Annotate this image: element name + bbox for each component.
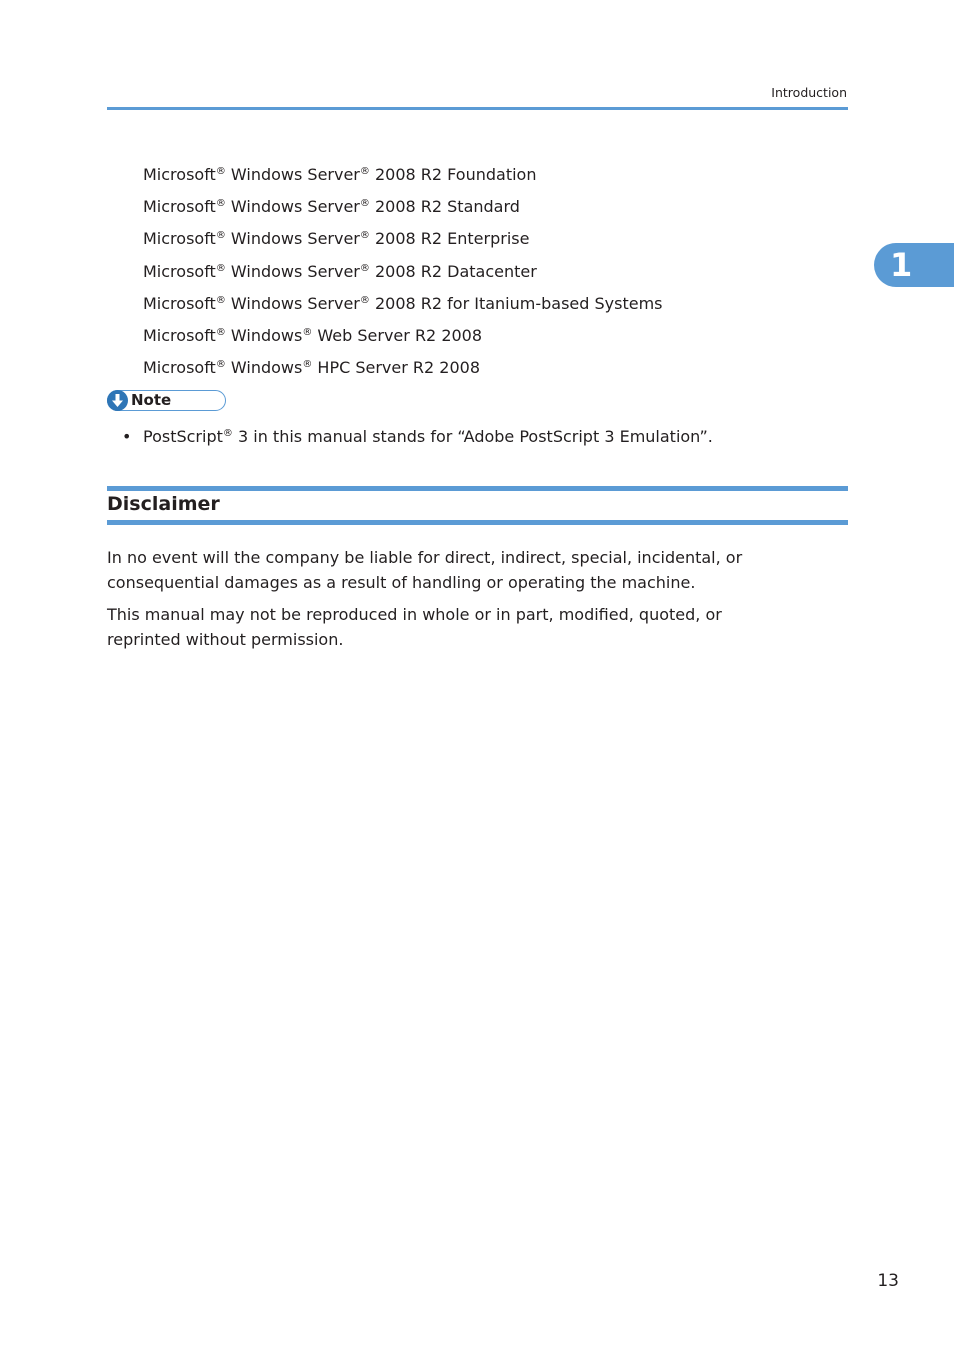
os-list xyxy=(143,160,663,385)
bullet: • xyxy=(122,427,132,446)
note-item: • PostScript® 3 in this manual stands for “Adobe PostScript 3 Emulation”. xyxy=(122,424,713,450)
note-badge xyxy=(107,390,226,411)
page-number: 13 xyxy=(877,1271,899,1291)
list-item: Microsoft® Windows Server® 2008 R2 Standard xyxy=(143,197,520,217)
down-arrow-icon xyxy=(107,390,128,411)
chapter-tab xyxy=(874,243,954,287)
chapter-number: 1 xyxy=(890,246,913,284)
list-item: Microsoft® Windows® HPC Server R2 2008 xyxy=(143,358,481,378)
disclaimer-paragraph: In no event will the company be liable for direct, indirect, special, incidental, or consequential damages as a result of handling or operating the machine. xyxy=(107,548,743,592)
section-title: Disclaimer xyxy=(107,493,220,515)
list-item: Microsoft® Windows® Web Server R2 2008 xyxy=(143,325,483,345)
header-rule xyxy=(107,107,848,110)
list-item: Microsoft® Windows Server® 2008 R2 Foundation xyxy=(143,165,537,184)
list-item: Microsoft® Windows Server® 2008 R2 for Itanium-based Systems xyxy=(143,293,663,313)
running-header: Introduction xyxy=(771,85,847,100)
list-item: Microsoft® Windows Server® 2008 R2 Enterprise xyxy=(143,229,530,249)
reproduction-paragraph: This manual may not be reproduced in whole or in part, modified, quoted, or reprinted without permission. xyxy=(107,605,722,649)
section-rule-bottom xyxy=(107,520,848,525)
note-label: Note xyxy=(131,391,172,409)
list-item: Microsoft® Windows Server® 2008 R2 Datacenter xyxy=(143,261,537,281)
